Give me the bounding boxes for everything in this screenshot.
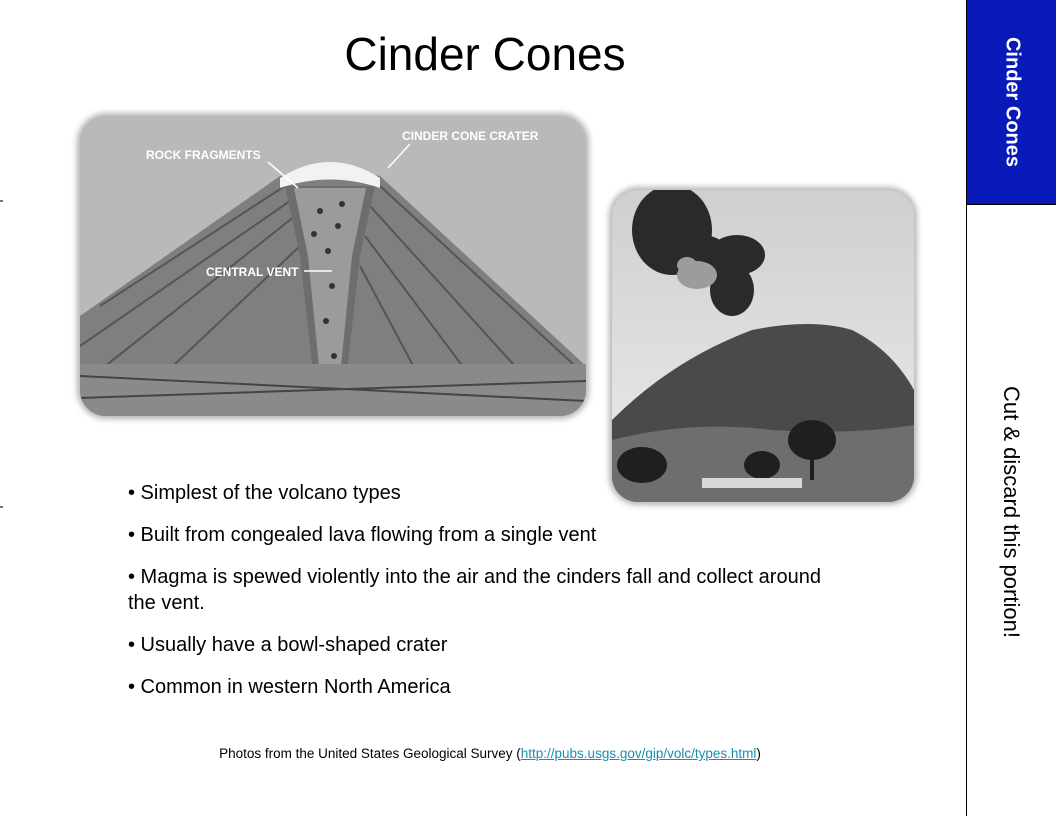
- list-item: • Common in western North America: [128, 676, 451, 698]
- section-tab-label: Cinder Cones: [1001, 36, 1024, 168]
- photo-credit: [0, 746, 980, 761]
- margin-mark: [0, 506, 3, 508]
- section-tab: [966, 0, 1056, 205]
- list-item: • Magma is spewed violently into the air and the cinders fall and collect around the vent.: [128, 566, 821, 614]
- page-title: Cinder Cones: [344, 28, 626, 80]
- list-item: • Simplest of the volcano types: [128, 482, 401, 504]
- usgs-link[interactable]: http://pubs.usgs.gov/gip/volc/types.html: [520, 746, 757, 761]
- crater-label: CINDER CONE CRATER: [402, 129, 539, 143]
- credit-prefix: Photos from the United States Geological Survey (: [219, 746, 521, 761]
- rock-fragments-label: ROCK FRAGMENTS: [146, 148, 261, 162]
- cut-instruction: Cut & discard this portion!: [999, 386, 1024, 638]
- margin-mark: [0, 200, 3, 202]
- central-vent-label: CENTRAL VENT: [206, 265, 299, 279]
- list-item: • Usually have a bowl-shaped crater: [128, 634, 448, 656]
- list-item: • Built from congealed lava flowing from a single vent: [128, 524, 597, 546]
- credit-suffix: ): [756, 746, 761, 761]
- cinder-cone-photo: [612, 190, 914, 502]
- cinder-cone-diagram: [80, 116, 586, 416]
- fact-list: [128, 480, 828, 716]
